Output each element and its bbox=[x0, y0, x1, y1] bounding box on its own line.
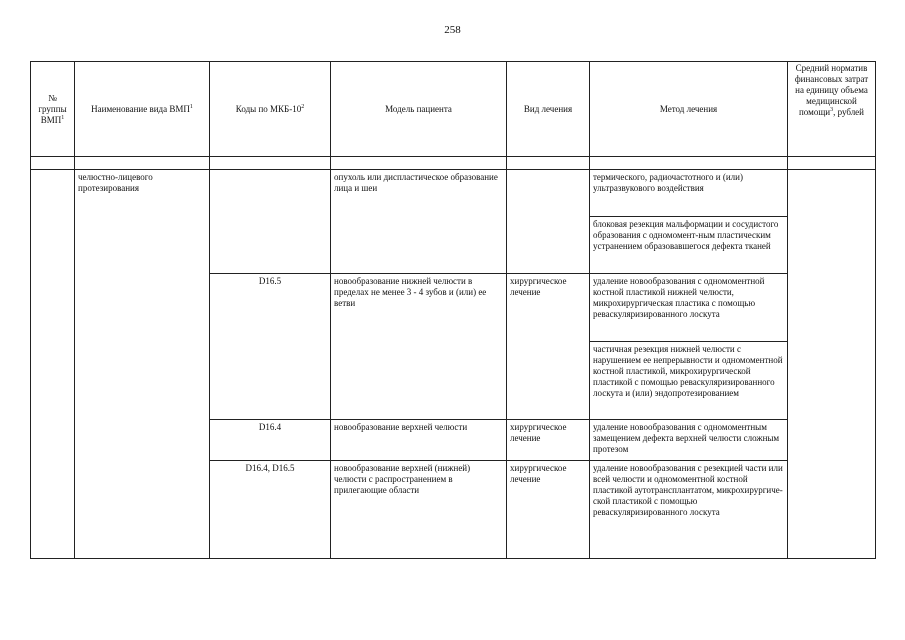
treatment-cell bbox=[507, 170, 590, 274]
col-header-name: Наименование вида ВМП$^1$ bbox=[75, 62, 210, 157]
vmp-table bbox=[30, 61, 876, 559]
header-row bbox=[31, 62, 876, 157]
table-row bbox=[31, 170, 876, 217]
model-cell: опухоль или диспластическое образование лица и шеи bbox=[331, 170, 507, 274]
page-number: 258 bbox=[444, 24, 461, 36]
col-header-treatment: Вид лечения bbox=[507, 62, 590, 157]
vmp-name-cell: челюстно-лицевого протезирования bbox=[75, 170, 210, 559]
code-cell: D16.4, D16.5 bbox=[210, 461, 331, 559]
model-cell: новообразование нижней челюсти в пределах не менее 3 - 4 зубов и (или) ее ветви bbox=[331, 274, 507, 420]
code-cell bbox=[210, 170, 331, 274]
norm-cell bbox=[788, 170, 876, 559]
col-header-norm: Средний норматив финансовых затрат на единицу объема медицинской помощи$^3$, рублей bbox=[788, 62, 876, 157]
treatment-cell: хирургическое лечение bbox=[507, 274, 590, 420]
method-cell: блоковая резекция мальформации и сосудистого образования с одномомент-ным пластическим устранением образовавшегося дефекта тканей bbox=[590, 217, 788, 274]
col-header-method: Метод лечения bbox=[590, 62, 788, 157]
col-header-group: № группы ВМП$^1$ bbox=[31, 62, 75, 157]
column-number-row bbox=[31, 157, 876, 170]
method-cell: удаление новообразования с резекцией части или всей челюсти и одномоментной костной пластикой аутотрансплантатом, микрохирургиче-ской пластикой с помощью реваскуляризированного лоскута bbox=[590, 461, 788, 559]
code-cell: D16.5 bbox=[210, 274, 331, 420]
col-header-codes: Коды по МКБ-$10^2$ bbox=[210, 62, 331, 157]
method-cell: удаление новообразования с одномоментным замещением дефекта верхней челюсти сложным протезом bbox=[590, 420, 788, 461]
treatment-cell: хирургическое лечение bbox=[507, 461, 590, 559]
treatment-cell: хирургическое лечение bbox=[507, 420, 590, 461]
group-cell bbox=[31, 170, 75, 559]
code-cell: D16.4 bbox=[210, 420, 331, 461]
col-header-model: Модель пациента bbox=[331, 62, 507, 157]
model-cell: новообразование верхней челюсти bbox=[331, 420, 507, 461]
method-cell: удаление новообразования с одномоментной костной пластикой нижней челюсти, микрохирургическая пластика с помощью реваскуляризированного лоскута bbox=[590, 274, 788, 342]
model-cell: новообразование верхней (нижней) челюсти с распространением в прилегающие области bbox=[331, 461, 507, 559]
method-cell: частичная резекция нижней челюсти с нарушением ее непрерывности и одномоментной костной пластикой, микрохирургической пластикой с помощью реваскуляризированного лоскута и (или) эндопротезированием bbox=[590, 342, 788, 420]
method-cell: термического, радиочастотного и (или) ультразвукового воздействия bbox=[590, 170, 788, 217]
